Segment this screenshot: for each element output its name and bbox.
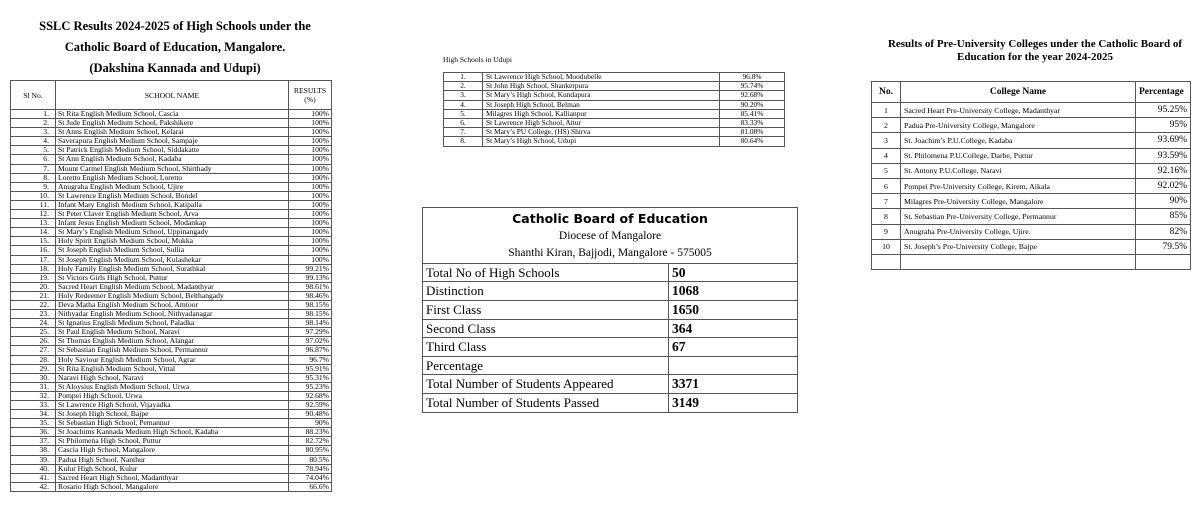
- cell-no: 7.: [11, 164, 56, 173]
- summary-value: [669, 356, 798, 375]
- cell-name: Saverapura English Medium School, Sampaje: [56, 137, 289, 146]
- summary-label: Total Number of Students Passed: [423, 393, 669, 412]
- cell-value: 80.64%: [720, 137, 785, 146]
- table-row: [872, 148, 1191, 163]
- cell-name: St Joachims Kannada Medium High School, Kadaba: [56, 428, 289, 437]
- cell-no: 3.: [444, 91, 483, 100]
- table-row: [11, 419, 332, 428]
- cell-no: 1.: [11, 110, 56, 119]
- cell-value: 92.68%: [720, 91, 785, 100]
- cell-name: St Mary’s PU College, (HS) Shirva: [483, 128, 720, 137]
- cell-name: St Ignatius English Medium School, Paladka: [56, 319, 289, 328]
- sslc-title-line2: Catholic Board of Education, Mangalore.: [64, 40, 286, 54]
- cell-name: [901, 254, 1136, 269]
- table-row: [872, 254, 1191, 269]
- cell-no: 6.: [444, 119, 483, 128]
- cell-value: 90.48%: [289, 410, 332, 419]
- cell-name: Nithyadar English Medium School, Nithyadanagar: [56, 310, 289, 319]
- summary-label: Second Class: [423, 319, 669, 338]
- cell-name: St Sebastian High School, Pemannur: [56, 419, 289, 428]
- cell-value: 100%: [289, 255, 332, 264]
- cell-name: St Lawrence English Medium School, Bondel: [56, 191, 289, 200]
- cell-name: St Mary’s High School, Udupi: [483, 137, 720, 146]
- summary-label: Percentage: [423, 356, 669, 375]
- cell-name: St Victors Girls High School, Puttur: [56, 273, 289, 282]
- table-row: [11, 346, 332, 355]
- cell-name: St Ann English Medium School, Kadaba: [56, 155, 289, 164]
- cell-no: 9.: [11, 182, 56, 191]
- cell-value: 100%: [289, 219, 332, 228]
- summary-value: 364: [669, 319, 798, 338]
- diocese-name: Diocese of Mangalore: [423, 228, 798, 246]
- cell-no: 10: [872, 239, 901, 254]
- cell-name: St. Philomena P.U.College, Darbe, Puttur: [901, 148, 1136, 163]
- summary-row: [423, 263, 798, 282]
- table-row: [872, 163, 1191, 178]
- summary-label: Distinction: [423, 282, 669, 301]
- cell-value: 80.5%: [289, 455, 332, 464]
- cell-value: 99.21%: [289, 264, 332, 273]
- cell-no: 7.: [444, 128, 483, 137]
- cell-no: 5.: [444, 109, 483, 118]
- org-name: Catholic Board of Education: [423, 208, 798, 228]
- table-row: [872, 194, 1191, 209]
- summary-value: 67: [669, 338, 798, 357]
- table-row: [444, 100, 785, 109]
- cell-value: 90.20%: [720, 100, 785, 109]
- cell-value: 80.95%: [289, 446, 332, 455]
- sslc-title-line3: (Dakshina Kannada and Udupi): [89, 61, 261, 75]
- cell-value: 100%: [289, 210, 332, 219]
- cell-name: St Rita English Medium School, Cascia: [56, 110, 289, 119]
- cell-name: St. Joachim’s P.U.College, Kadaba: [901, 133, 1136, 148]
- table-row: [11, 219, 332, 228]
- cell-name: St Joseph High School, Belman: [483, 100, 720, 109]
- summary-label: Third Class: [423, 338, 669, 357]
- cell-name: St Joseph High School, Bajpe: [56, 410, 289, 419]
- cell-name: Sacred Heart High School, Madanthyar: [56, 473, 289, 482]
- cell-name: St Mary’s English Medium School, Uppinangady: [56, 228, 289, 237]
- cell-value: 100%: [289, 119, 332, 128]
- table-row: [11, 328, 332, 337]
- cell-no: 8.: [444, 137, 483, 146]
- summary-value: 1068: [669, 282, 798, 301]
- cell-no: 2.: [11, 119, 56, 128]
- table-row: [11, 228, 332, 237]
- cell-no: 31.: [11, 382, 56, 391]
- cell-no: 4.: [444, 100, 483, 109]
- cell-value: 93.59%: [1136, 148, 1191, 163]
- table-row: [872, 224, 1191, 239]
- cell-name: St Rita English Medium School, Vittal: [56, 364, 289, 373]
- cell-name: St Patrick English Medium School, Siddakatte: [56, 146, 289, 155]
- table-row: [11, 446, 332, 455]
- table-row: [11, 382, 332, 391]
- table-row: [11, 237, 332, 246]
- table-row: [11, 119, 332, 128]
- cell-name: St Lawrence High School, Attur: [483, 119, 720, 128]
- table-row: [872, 118, 1191, 133]
- cell-value: 100%: [289, 173, 332, 182]
- table-row: [11, 482, 332, 491]
- cell-name: St Jude English Medium School, Pakshikere: [56, 119, 289, 128]
- table-row: [444, 91, 785, 100]
- cell-value: 85.41%: [720, 109, 785, 118]
- cell-value: 100%: [289, 110, 332, 119]
- cell-value: 83.33%: [720, 119, 785, 128]
- table-row: [11, 319, 332, 328]
- cell-no: 34.: [11, 410, 56, 419]
- cell-value: 98.61%: [289, 282, 332, 291]
- cell-value: 95.31%: [289, 373, 332, 382]
- cell-name: Infant Mary English Medium School, Katipalla: [56, 200, 289, 209]
- cell-name: Rosario High School, Mangalore: [56, 482, 289, 491]
- summary-label: Total Number of Students Appeared: [423, 375, 669, 394]
- table-row: [11, 146, 332, 155]
- cell-value: 95%: [1136, 118, 1191, 133]
- table-row: [11, 128, 332, 137]
- cell-value: 66.6%: [289, 482, 332, 491]
- cell-name: Kulur High School, Kulur: [56, 464, 289, 473]
- cell-name: St Lawrence High School, Vijayadka: [56, 401, 289, 410]
- cell-value: 100%: [289, 228, 332, 237]
- cell-name: St. Joseph’s Pre-University College, Bajpe: [901, 239, 1136, 254]
- table-row: [11, 291, 332, 300]
- cell-no: 37.: [11, 437, 56, 446]
- cell-value: 95.25%: [1136, 103, 1191, 118]
- cell-no: 4.: [11, 137, 56, 146]
- cell-value: 100%: [289, 246, 332, 255]
- cell-no: 8: [872, 209, 901, 224]
- cell-no: 10.: [11, 191, 56, 200]
- cell-no: 35.: [11, 419, 56, 428]
- col-college-name: College Name: [901, 82, 1136, 103]
- cell-name: Infant Jesus English Medium School, Modankap: [56, 219, 289, 228]
- cell-value: 100%: [289, 191, 332, 200]
- cell-value: 82%: [1136, 224, 1191, 239]
- cell-no: 41.: [11, 473, 56, 482]
- puc-title-line2: Education for the year 2024-2025: [956, 51, 1114, 63]
- col-results: [289, 81, 332, 110]
- cell-name: St Aloysius English Medium School, Urwa: [56, 382, 289, 391]
- cell-no: 22.: [11, 300, 56, 309]
- cell-name: Naravi High School, Naravi: [56, 373, 289, 382]
- cell-name: Holy Saviour English Medium School, Agrar: [56, 355, 289, 364]
- cell-no: 28.: [11, 355, 56, 364]
- cell-no: 33.: [11, 401, 56, 410]
- cell-value: 96.8%: [720, 73, 785, 82]
- table-row: [11, 300, 332, 309]
- cell-name: Milagres High School, Kallianpur: [483, 109, 720, 118]
- cell-value: 82.72%: [289, 437, 332, 446]
- cell-value: 98.15%: [289, 310, 332, 319]
- summary-value: 1650: [669, 300, 798, 319]
- table-row: [872, 103, 1191, 118]
- cell-no: 6.: [11, 155, 56, 164]
- cell-name: Deva Matha English Medium School, Amtoor: [56, 300, 289, 309]
- cell-value: 100%: [289, 146, 332, 155]
- cell-value: 100%: [289, 128, 332, 137]
- puc-title: [870, 38, 1200, 64]
- cell-no: 3: [872, 133, 901, 148]
- table-row: [872, 239, 1191, 254]
- cell-name: St Paul English Medium School, Naravi: [56, 328, 289, 337]
- cell-value: [1136, 254, 1191, 269]
- udupi-caption: High Schools in Udupi: [443, 55, 512, 64]
- cell-value: 98.46%: [289, 291, 332, 300]
- table-row: [11, 155, 332, 164]
- cell-no: 30.: [11, 373, 56, 382]
- cell-value: 92.02%: [1136, 178, 1191, 193]
- table-row: [444, 137, 785, 146]
- cell-no: 1: [872, 103, 901, 118]
- cell-name: Padua High School, Nanthur: [56, 455, 289, 464]
- cell-value: 79.5%: [1136, 239, 1191, 254]
- col-sl-no: Sl No.: [11, 81, 56, 110]
- cbe-summary-table: [422, 207, 798, 413]
- cell-no: 17.: [11, 255, 56, 264]
- cell-name: St Thomas English Medium School, Alangar: [56, 337, 289, 346]
- table-row: [11, 182, 332, 191]
- cell-no: 19.: [11, 273, 56, 282]
- table-row: [11, 137, 332, 146]
- cell-no: 5.: [11, 146, 56, 155]
- cell-no: 16.: [11, 246, 56, 255]
- table-row: [11, 246, 332, 255]
- cell-name: St Anns English Medium School, Kelarai: [56, 128, 289, 137]
- cell-name: Mount Carmel English Medium School, Shirthady: [56, 164, 289, 173]
- cell-value: 99.13%: [289, 273, 332, 282]
- cell-name: St. Antony P.U.College, Naravi: [901, 163, 1136, 178]
- cell-no: 38.: [11, 446, 56, 455]
- cell-no: 12.: [11, 210, 56, 219]
- table-row: [11, 282, 332, 291]
- cell-value: 100%: [289, 200, 332, 209]
- cell-value: 90%: [289, 419, 332, 428]
- table-row: [11, 373, 332, 382]
- table-row: [11, 273, 332, 282]
- cell-name: St. Sebastian Pre-University College, Permannur: [901, 209, 1136, 224]
- summary-row: [423, 300, 798, 319]
- table-row: [11, 401, 332, 410]
- cell-no: 40.: [11, 464, 56, 473]
- cell-value: 93.69%: [1136, 133, 1191, 148]
- sslc-results-table: [10, 80, 332, 492]
- cell-value: 95.91%: [289, 364, 332, 373]
- cell-value: 78.94%: [289, 464, 332, 473]
- cell-no: 11.: [11, 200, 56, 209]
- cell-no: 13.: [11, 219, 56, 228]
- cell-no: 2.: [444, 82, 483, 91]
- cell-name: St Joseph English Medium School, Kulashekar: [56, 255, 289, 264]
- cell-name: Sacred Heart English Medium School, Madanthyar: [56, 282, 289, 291]
- cell-name: Holy Spirit English Medium School, Mukka: [56, 237, 289, 246]
- table-row: [11, 391, 332, 400]
- col-school-name: SCHOOL NAME: [56, 81, 289, 110]
- summary-value: 50: [669, 263, 798, 282]
- cell-no: 2: [872, 118, 901, 133]
- table-row: [11, 473, 332, 482]
- cell-name: Holy Redeemer English Medium School, Belthangady: [56, 291, 289, 300]
- cell-no: 20.: [11, 282, 56, 291]
- table-row: [11, 210, 332, 219]
- summary-row: [423, 393, 798, 412]
- cell-no: 25.: [11, 328, 56, 337]
- puc-results-table: [871, 81, 1191, 270]
- cell-name: St Joseph English Medium School, Sullia: [56, 246, 289, 255]
- cell-value: 98.15%: [289, 300, 332, 309]
- cell-value: 92.68%: [289, 391, 332, 400]
- cell-name: Loretto English Medium School, Loretto: [56, 173, 289, 182]
- cell-value: 74.04%: [289, 473, 332, 482]
- cell-value: 92.59%: [289, 401, 332, 410]
- cell-no: 5: [872, 163, 901, 178]
- cell-no: 42.: [11, 482, 56, 491]
- cell-no: 21.: [11, 291, 56, 300]
- summary-value: 3371: [669, 375, 798, 394]
- cell-no: 36.: [11, 428, 56, 437]
- cell-name: Holy Family English Medium School, Surathkal: [56, 264, 289, 273]
- table-row: [11, 191, 332, 200]
- cell-value: 85%: [1136, 209, 1191, 224]
- summary-row: [423, 375, 798, 394]
- col-percentage: Percentage: [1136, 82, 1191, 103]
- summary-row: [423, 319, 798, 338]
- col-results-line1: RESULTS: [293, 86, 327, 95]
- cell-no: 1.: [444, 73, 483, 82]
- cell-no: 14.: [11, 228, 56, 237]
- table-row: [11, 173, 332, 182]
- cell-value: 95.23%: [289, 382, 332, 391]
- cell-name: St Philomena High School, Puttur: [56, 437, 289, 446]
- cell-no: 9: [872, 224, 901, 239]
- table-row: [11, 200, 332, 209]
- table-row: [872, 209, 1191, 224]
- summary-label: First Class: [423, 300, 669, 319]
- udupi-results-table: [443, 72, 785, 147]
- cell-value: 100%: [289, 155, 332, 164]
- table-row: [11, 310, 332, 319]
- org-address: Shanthi Kiran, Bajjodi, Mangalore - 575005: [423, 245, 798, 263]
- cell-name: St Peter Claver English Medium School, Arva: [56, 210, 289, 219]
- table-row: [872, 133, 1191, 148]
- cell-value: 97.02%: [289, 337, 332, 346]
- cell-value: 95.74%: [720, 82, 785, 91]
- cell-value: 100%: [289, 164, 332, 173]
- summary-row: [423, 282, 798, 301]
- cell-name: Anugraha English Medium School, Ujire: [56, 182, 289, 191]
- cell-name: Pompei High School, Urwa: [56, 391, 289, 400]
- table-row: [11, 255, 332, 264]
- table-row: [11, 355, 332, 364]
- cell-no: [872, 254, 901, 269]
- cell-name: Milagres Pre-University College, Mangalore: [901, 194, 1136, 209]
- cell-no: 32.: [11, 391, 56, 400]
- cell-no: 3.: [11, 128, 56, 137]
- col-no: No.: [872, 82, 901, 103]
- cell-no: 8.: [11, 173, 56, 182]
- cell-value: 90%: [1136, 194, 1191, 209]
- cell-no: 18.: [11, 264, 56, 273]
- table-row: [11, 164, 332, 173]
- cell-value: 96.7%: [289, 355, 332, 364]
- cell-no: 27.: [11, 346, 56, 355]
- cell-value: 96.87%: [289, 346, 332, 355]
- cell-no: 39.: [11, 455, 56, 464]
- cell-value: 100%: [289, 182, 332, 191]
- cell-no: 15.: [11, 237, 56, 246]
- cell-value: 97.29%: [289, 328, 332, 337]
- cell-no: 6: [872, 178, 901, 193]
- table-row: [11, 455, 332, 464]
- cell-name: St Lawrence High School, Moodubelle: [483, 73, 720, 82]
- sslc-title: [20, 16, 330, 79]
- cell-value: 81.08%: [720, 128, 785, 137]
- table-row: [11, 410, 332, 419]
- table-row: [11, 110, 332, 119]
- cell-value: 88.23%: [289, 428, 332, 437]
- table-row: [11, 437, 332, 446]
- cell-value: 98.14%: [289, 319, 332, 328]
- summary-row: [423, 338, 798, 357]
- table-row: [11, 264, 332, 273]
- cell-name: Anugraha Pre-University College, Ujire.: [901, 224, 1136, 239]
- cell-name: St John High School, Shankerpura: [483, 82, 720, 91]
- cell-value: 92.16%: [1136, 163, 1191, 178]
- cell-no: 4: [872, 148, 901, 163]
- cell-no: 29.: [11, 364, 56, 373]
- summary-label: Total No of High Schools: [423, 263, 669, 282]
- col-results-line2: (%): [304, 95, 316, 104]
- cell-name: St Mary’s High School, Kundapura: [483, 91, 720, 100]
- table-row: [11, 464, 332, 473]
- table-row: [11, 337, 332, 346]
- cell-no: 26.: [11, 337, 56, 346]
- summary-value: 3149: [669, 393, 798, 412]
- cell-name: Padua Pre-University College, Mangalore: [901, 118, 1136, 133]
- cell-no: 7: [872, 194, 901, 209]
- cell-name: Sacred Heart Pre-University College, Madanthyar: [901, 103, 1136, 118]
- cell-name: Cascia High School, Mangalore: [56, 446, 289, 455]
- cell-value: 100%: [289, 137, 332, 146]
- puc-title-line1: Results of Pre-University Colleges under the Catholic Board of: [887, 38, 1183, 50]
- cell-name: Pompei Pre-University College, Kirem, Aikala: [901, 178, 1136, 193]
- cell-no: 23.: [11, 310, 56, 319]
- table-row: [11, 428, 332, 437]
- cell-name: St Sebastian English Medium School, Permannur: [56, 346, 289, 355]
- cell-no: 24.: [11, 319, 56, 328]
- sslc-title-line1: SSLC Results 2024-2025 of High Schools under the: [39, 19, 311, 33]
- summary-row: [423, 356, 798, 375]
- table-row: [872, 178, 1191, 193]
- cell-value: 100%: [289, 237, 332, 246]
- table-row: [11, 364, 332, 373]
